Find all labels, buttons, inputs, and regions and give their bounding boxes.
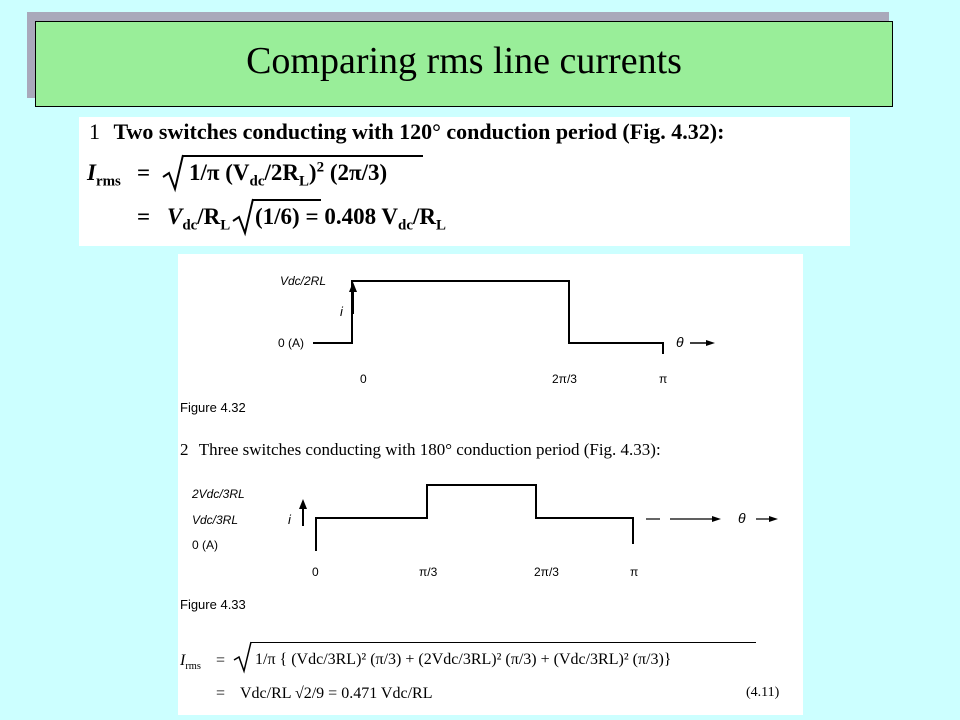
- fig433-zero-label: 0 (A): [192, 538, 219, 552]
- eq1-heading-number: 1: [89, 119, 100, 144]
- figures-panel: [178, 254, 803, 715]
- eq1-line2-expr: $V_{dc}/R_L$: [167, 204, 231, 234]
- slide-title: Comparing rms line currents: [246, 40, 682, 82]
- eq1-heading: [89, 119, 724, 145]
- fig433-current-arrowhead: [299, 499, 307, 509]
- fig432-tick-2pi3: 2π/3: [552, 372, 577, 386]
- eq1-lhs: $I_{rms}$: [87, 160, 121, 190]
- eq2-heading-number: 2: [180, 440, 189, 459]
- fig433-tick-pi: π: [630, 565, 639, 579]
- eq2-heading: [180, 440, 661, 460]
- fig433-theta-arrowhead-2: [769, 516, 778, 522]
- fig433-current-label: i: [288, 512, 291, 527]
- figure-4-32-diagram: [178, 254, 803, 424]
- fig432-theta-label: θ: [676, 334, 684, 350]
- eq411-sqrt-sign: [232, 640, 254, 674]
- fig432-tick-pi: π: [659, 372, 668, 386]
- fig432-level-top-label: Vdc/2RL: [280, 274, 327, 288]
- fig433-level-top-label: 2Vdc/3RL: [192, 487, 245, 501]
- fig432-waveform: [313, 281, 663, 354]
- eq1-sqrt-bar-1: [183, 155, 423, 157]
- eq411-number: (4.11): [746, 685, 780, 700]
- fig433-tick-pi3: π/3: [419, 565, 438, 579]
- eq1-line1-expr: 1/π $(V_{dc}/2R_L)^2$ (2π/3): [189, 159, 388, 190]
- eq1-sqrt-sign-2: [231, 197, 257, 237]
- title-box: [35, 21, 893, 107]
- fig433-caption: Figure 4.33: [180, 597, 246, 612]
- eq1-line2-result: (1/6) = 0.408 $V_{dc}/R_L$: [255, 204, 446, 234]
- fig433-tick-2pi3: 2π/3: [534, 565, 559, 579]
- eq411-equals-2: =: [216, 685, 226, 702]
- eq2-heading-text: Three switches conducting with 180° conduction period (Fig. 4.33):: [198, 440, 661, 459]
- fig432-current-label: i: [340, 304, 343, 319]
- fig433-level-mid-label: Vdc/3RL: [192, 513, 239, 527]
- fig432-theta-arrowhead: [706, 340, 715, 346]
- fig433-theta-label: θ: [738, 510, 746, 526]
- eq1-sqrt-bar-2: [253, 199, 321, 201]
- eq411-line1: 1/π { (Vdc/3RL)² (π/3) + (2Vdc/3RL)² (π/3) + (Vdc/3RL)² (π/3)}: [255, 651, 672, 668]
- eq411-line2: Vdc/RL √2/9 = 0.471 Vdc/RL: [240, 685, 433, 702]
- fig433-waveform: [316, 485, 633, 551]
- fig432-tick-0: 0: [360, 372, 367, 386]
- fig433-tick-0: 0: [312, 565, 319, 579]
- figure-4-33-diagram: [178, 474, 803, 594]
- equation-1-panel: [79, 117, 850, 246]
- fig433-theta-arrowhead: [712, 516, 721, 522]
- fig432-zero-label: 0 (A): [278, 336, 305, 350]
- fig432-current-arrowhead: [349, 282, 357, 292]
- eq411-lhs: $I_{rms}$: [180, 652, 201, 673]
- eq1-equals-1: =: [137, 160, 151, 185]
- eq1-sqrt-sign-1: [161, 153, 187, 193]
- eq411-equals-1: =: [216, 652, 226, 669]
- eq411-sqrt-bar: [251, 642, 756, 643]
- fig432-caption: Figure 4.32: [180, 400, 246, 415]
- eq1-heading-text: Two switches conducting with 120° conduction period (Fig. 4.32):: [113, 119, 725, 144]
- eq1-equals-2: =: [137, 204, 151, 229]
